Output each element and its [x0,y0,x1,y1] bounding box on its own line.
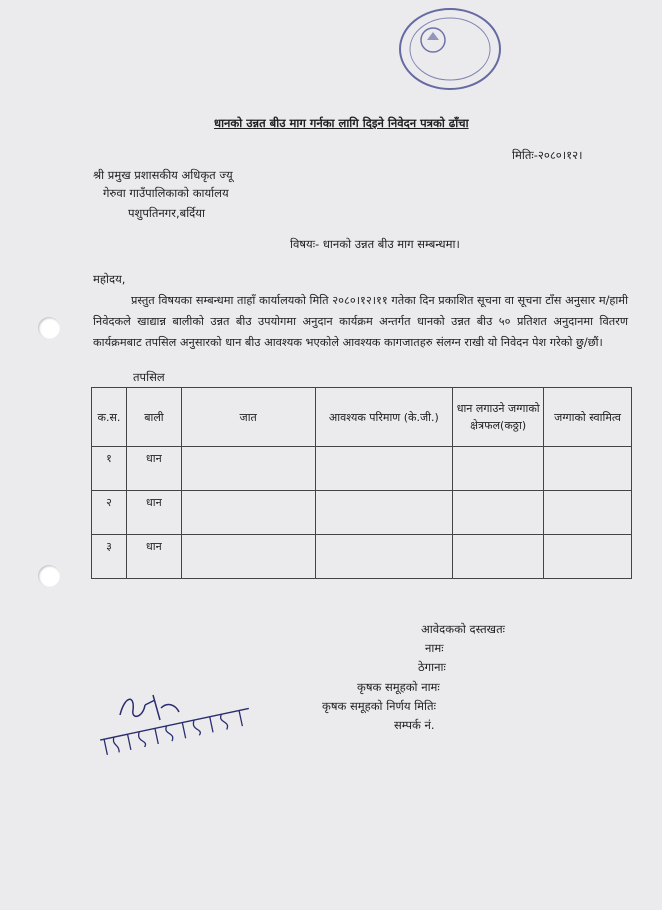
contact-number-label: सम्पर्क नं. [394,718,435,732]
cell-crop: धान [126,535,181,579]
details-table [91,387,632,579]
cell-ownership[interactable] [544,447,632,491]
header-quantity: आवश्यक परिमाण (के.जी.) [315,388,453,447]
header-crop: बाली [126,388,181,447]
table-header-row [92,388,632,447]
cell-quantity[interactable] [315,491,453,535]
cell-quantity[interactable] [315,535,453,579]
header-land-ownership: जग्गाको स्वामित्व [544,388,632,447]
address-label: ठेगानाः [418,660,446,674]
farmer-group-name-label: कृषक समूहको नामः [357,680,440,694]
cell-serial: ३ [92,535,127,579]
cell-land-area[interactable] [453,491,544,535]
table-label: तपसिल [133,370,165,384]
applicant-signature-label: आवेदकको दस्तखतः [421,622,505,636]
cell-ownership[interactable] [544,491,632,535]
salutation: महोदय, [93,272,126,286]
cell-serial: १ [92,447,127,491]
name-label: नामः [425,641,444,655]
cell-land-area[interactable] [453,535,544,579]
office-stamp-seal [393,2,508,97]
cell-ownership[interactable] [544,535,632,579]
cell-crop: धान [126,447,181,491]
document-title: धानको उन्नत बीउ माग गर्नका लागि दिइने निवेदन पत्रको ढाँचा [214,116,469,130]
cell-crop: धान [126,491,181,535]
punch-hole-bottom [38,565,60,587]
recipient-line-1: श्री प्रमुख प्रशासकीय अधिकृत ज्यू [93,168,233,182]
punch-hole-top [38,317,60,339]
header-serial: क.स. [92,388,127,447]
body-paragraph: प्रस्तुत विषयका सम्बन्धमा ताहाँ कार्यालयको मिति २०८०।१२।११ गतेका दिन प्रकाशित सूचना वा सूचना टाँस अनुसार म/हामी निवेदकले खाद्यान्न बालीको उन्नत बीउ उपयोगमा अनुदान कार्यक्रम अन्तर्गत धानको उन्नत बीउ ५० प्रतिशत अनुदानमा वितरण कार्यक्रमबाट तपसिल अनुसारको धान बीउ आवश्यक भएकोले आवश्यक कागजातहरु संलग्न राखी यो निवेदन पेश गरेको छु/छौं। [93,294,628,349]
table-row [92,491,632,535]
cell-serial: २ [92,491,127,535]
document-date: मितिः-२०८०।१२। [512,148,583,162]
cell-land-area[interactable] [453,447,544,491]
recipient-line-2: गेरुवा गाउँपालिकाको कार्यालय [103,186,229,200]
cell-variety[interactable] [181,447,315,491]
subject-line: विषयः- धानको उन्नत बीउ माग सम्बन्धमा। [290,237,460,251]
table-row [92,535,632,579]
header-variety: जात [181,388,315,447]
header-land-area: धान लगाउने जग्गाको क्षेत्रफल(कठ्ठा) [453,388,544,447]
cell-quantity[interactable] [315,447,453,491]
recipient-line-3: पशुपतिनगर,बर्दिया [128,206,205,220]
cell-variety[interactable] [181,535,315,579]
table-row [92,447,632,491]
group-decision-date-label: कृषक समूहको निर्णय मितिः [322,699,436,713]
cell-variety[interactable] [181,491,315,535]
